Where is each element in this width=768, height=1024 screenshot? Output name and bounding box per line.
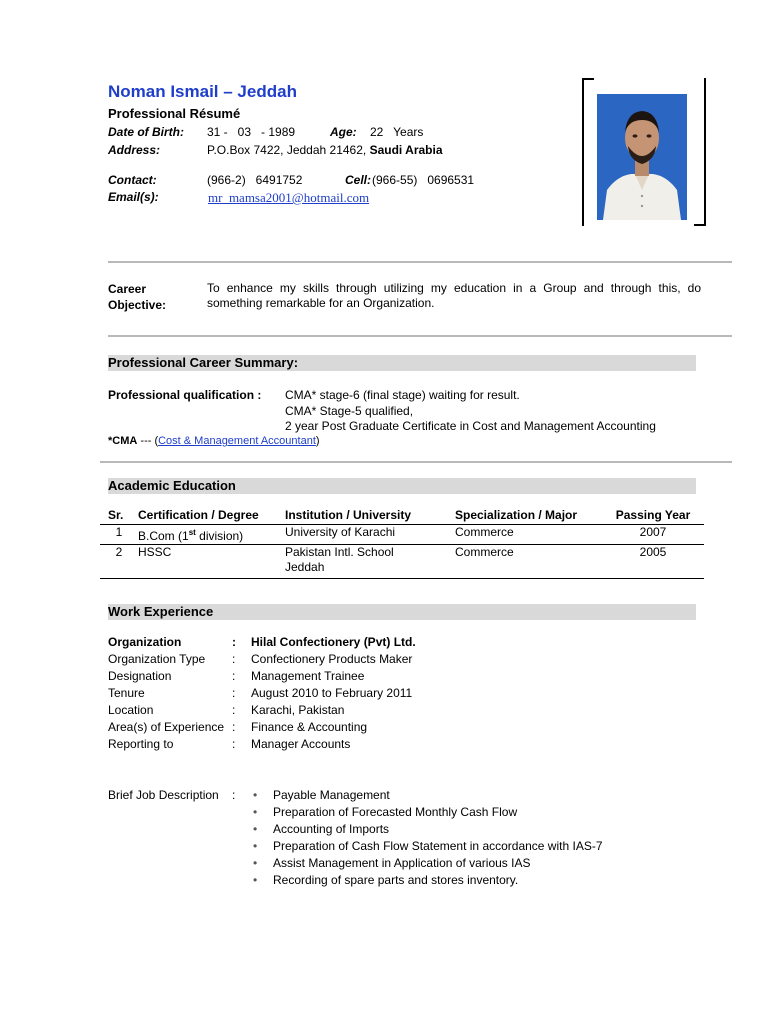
- section-academic-education: Academic Education: [108, 478, 696, 494]
- divider-objective: [108, 335, 732, 337]
- cma-footnote: [108, 435, 320, 447]
- cell-sr: 2: [115, 545, 123, 559]
- objective-label-line2: Objective:: [108, 298, 167, 312]
- cell-institution: Pakistan Intl. School Jeddah: [285, 545, 394, 574]
- objective-label-line1: Career: [108, 282, 147, 296]
- col-major: Specialization / Major: [455, 508, 578, 522]
- work-value: Karachi, Pakistan: [251, 703, 345, 717]
- email-link[interactable]: mr_mamsa2001@hotmail.com: [208, 190, 370, 205]
- work-colon: :: [232, 686, 236, 700]
- objective-label: [108, 281, 166, 313]
- work-label: Tenure: [108, 686, 145, 700]
- objective-text: To enhance my skills through utilizing my education in a Group and through this, do something remarkable for an Organization.: [207, 281, 701, 310]
- cell-degree: [138, 525, 285, 545]
- cell-major: Commerce: [455, 545, 514, 559]
- degree-text: B.Com (1: [138, 529, 189, 543]
- work-value: Management Trainee: [251, 669, 365, 683]
- cell-label: Cell:: [345, 173, 372, 187]
- contact-value: (966-2) 6491752: [207, 173, 303, 187]
- brief-job-colon: :: [232, 788, 236, 802]
- col-sr: Sr.: [108, 508, 124, 522]
- work-label: Organization: [108, 635, 182, 649]
- col-institution: Institution / University: [285, 508, 412, 522]
- cell-year: 2007: [639, 525, 667, 539]
- portrait-photo: [597, 94, 687, 220]
- address-text: P.O.Box 7422, Jeddah 21462,: [207, 143, 367, 157]
- address-value: [207, 143, 443, 157]
- section-work-experience: Work Experience: [108, 604, 696, 620]
- qualification-line: CMA* stage-6 (final stage) waiting for result.: [285, 388, 520, 402]
- education-table: [100, 506, 704, 579]
- work-value: Hilal Confectionery (Pvt) Ltd.: [251, 635, 416, 649]
- resume-subtitle: Professional Résumé: [108, 106, 241, 121]
- cell-degree: HSSC: [138, 545, 172, 559]
- list-item: • Assist Management in Application of various IAS: [251, 855, 671, 872]
- cell-major: Commerce: [455, 525, 514, 539]
- qualification-line: 2 year Post Graduate Certificate in Cost and Management Accounting: [285, 419, 656, 433]
- cell-institution: University of Karachi: [285, 525, 396, 539]
- section-career-summary: Professional Career Summary:: [108, 355, 696, 371]
- work-label: Reporting to: [108, 737, 174, 751]
- list-item: • Preparation of Forecasted Monthly Cash Flow: [251, 804, 671, 821]
- dob-value: 31 - 03 - 1989: [207, 125, 296, 139]
- qualification-line: CMA* Stage-5 qualified,: [285, 403, 414, 418]
- work-colon: :: [232, 720, 236, 734]
- work-label: Organization Type: [108, 652, 206, 666]
- divider-summary: [100, 461, 732, 463]
- work-label: Location: [108, 703, 154, 717]
- brief-job-label: [108, 788, 219, 802]
- age-value: 22 Years: [370, 125, 424, 139]
- education-header-row: [100, 506, 704, 525]
- degree-rest: division): [195, 529, 244, 543]
- education-table-wrap: [100, 506, 704, 579]
- qualification-list: [285, 388, 656, 435]
- address-label: Address:: [108, 143, 161, 157]
- work-label: Area(s) of Experience: [108, 720, 225, 734]
- cma-footnote-end: ): [315, 435, 320, 447]
- list-item: • Recording of spare parts and stores inventory.: [251, 872, 671, 889]
- brief-job-label-text: Brief Job Description: [108, 788, 219, 802]
- resume-name: Noman Ismail – Jeddah: [108, 82, 297, 101]
- list-item: • Accounting of Imports: [251, 821, 671, 838]
- work-colon: :: [232, 669, 236, 683]
- address-country: Saudi Arabia: [369, 143, 443, 157]
- cell-value: (966-55) 0696531: [372, 173, 475, 187]
- list-item: • Preparation of Cash Flow Statement in accordance with IAS-7: [251, 838, 671, 855]
- qualification-label: Professional qualification :: [108, 388, 262, 402]
- work-value: Manager Accounts: [251, 737, 351, 751]
- col-degree: Certification / Degree: [138, 508, 259, 522]
- work-label: Designation: [108, 669, 172, 683]
- portrait-photo-icon: [597, 94, 687, 220]
- work-value: Confectionery Products Maker: [251, 652, 413, 666]
- brief-job-list: [251, 787, 671, 889]
- cell-year: 2005: [639, 545, 667, 559]
- cma-footnote-abbr: *CMA: [108, 435, 138, 447]
- dob-label: Date of Birth:: [108, 125, 184, 139]
- list-item: • Payable Management: [251, 787, 671, 804]
- work-colon: :: [232, 652, 236, 666]
- work-colon: :: [232, 635, 236, 649]
- email-label: Email(s):: [108, 190, 159, 204]
- work-value: Finance & Accounting: [251, 720, 368, 734]
- cma-footnote-link[interactable]: Cost & Management Accountant: [158, 435, 316, 447]
- divider-top: [108, 261, 732, 263]
- col-passing-year: Passing Year: [615, 508, 691, 522]
- age-label: Age:: [330, 125, 357, 139]
- work-value: August 2010 to February 2011: [251, 686, 413, 700]
- table-row: [100, 525, 704, 545]
- work-colon: :: [232, 703, 236, 717]
- cell-sr: 1: [115, 525, 123, 539]
- work-colon: :: [232, 737, 236, 751]
- contact-label: Contact:: [108, 173, 157, 187]
- degree-sup: st: [188, 528, 196, 537]
- table-row: [100, 545, 704, 579]
- cma-footnote-sep: --- (: [137, 435, 159, 447]
